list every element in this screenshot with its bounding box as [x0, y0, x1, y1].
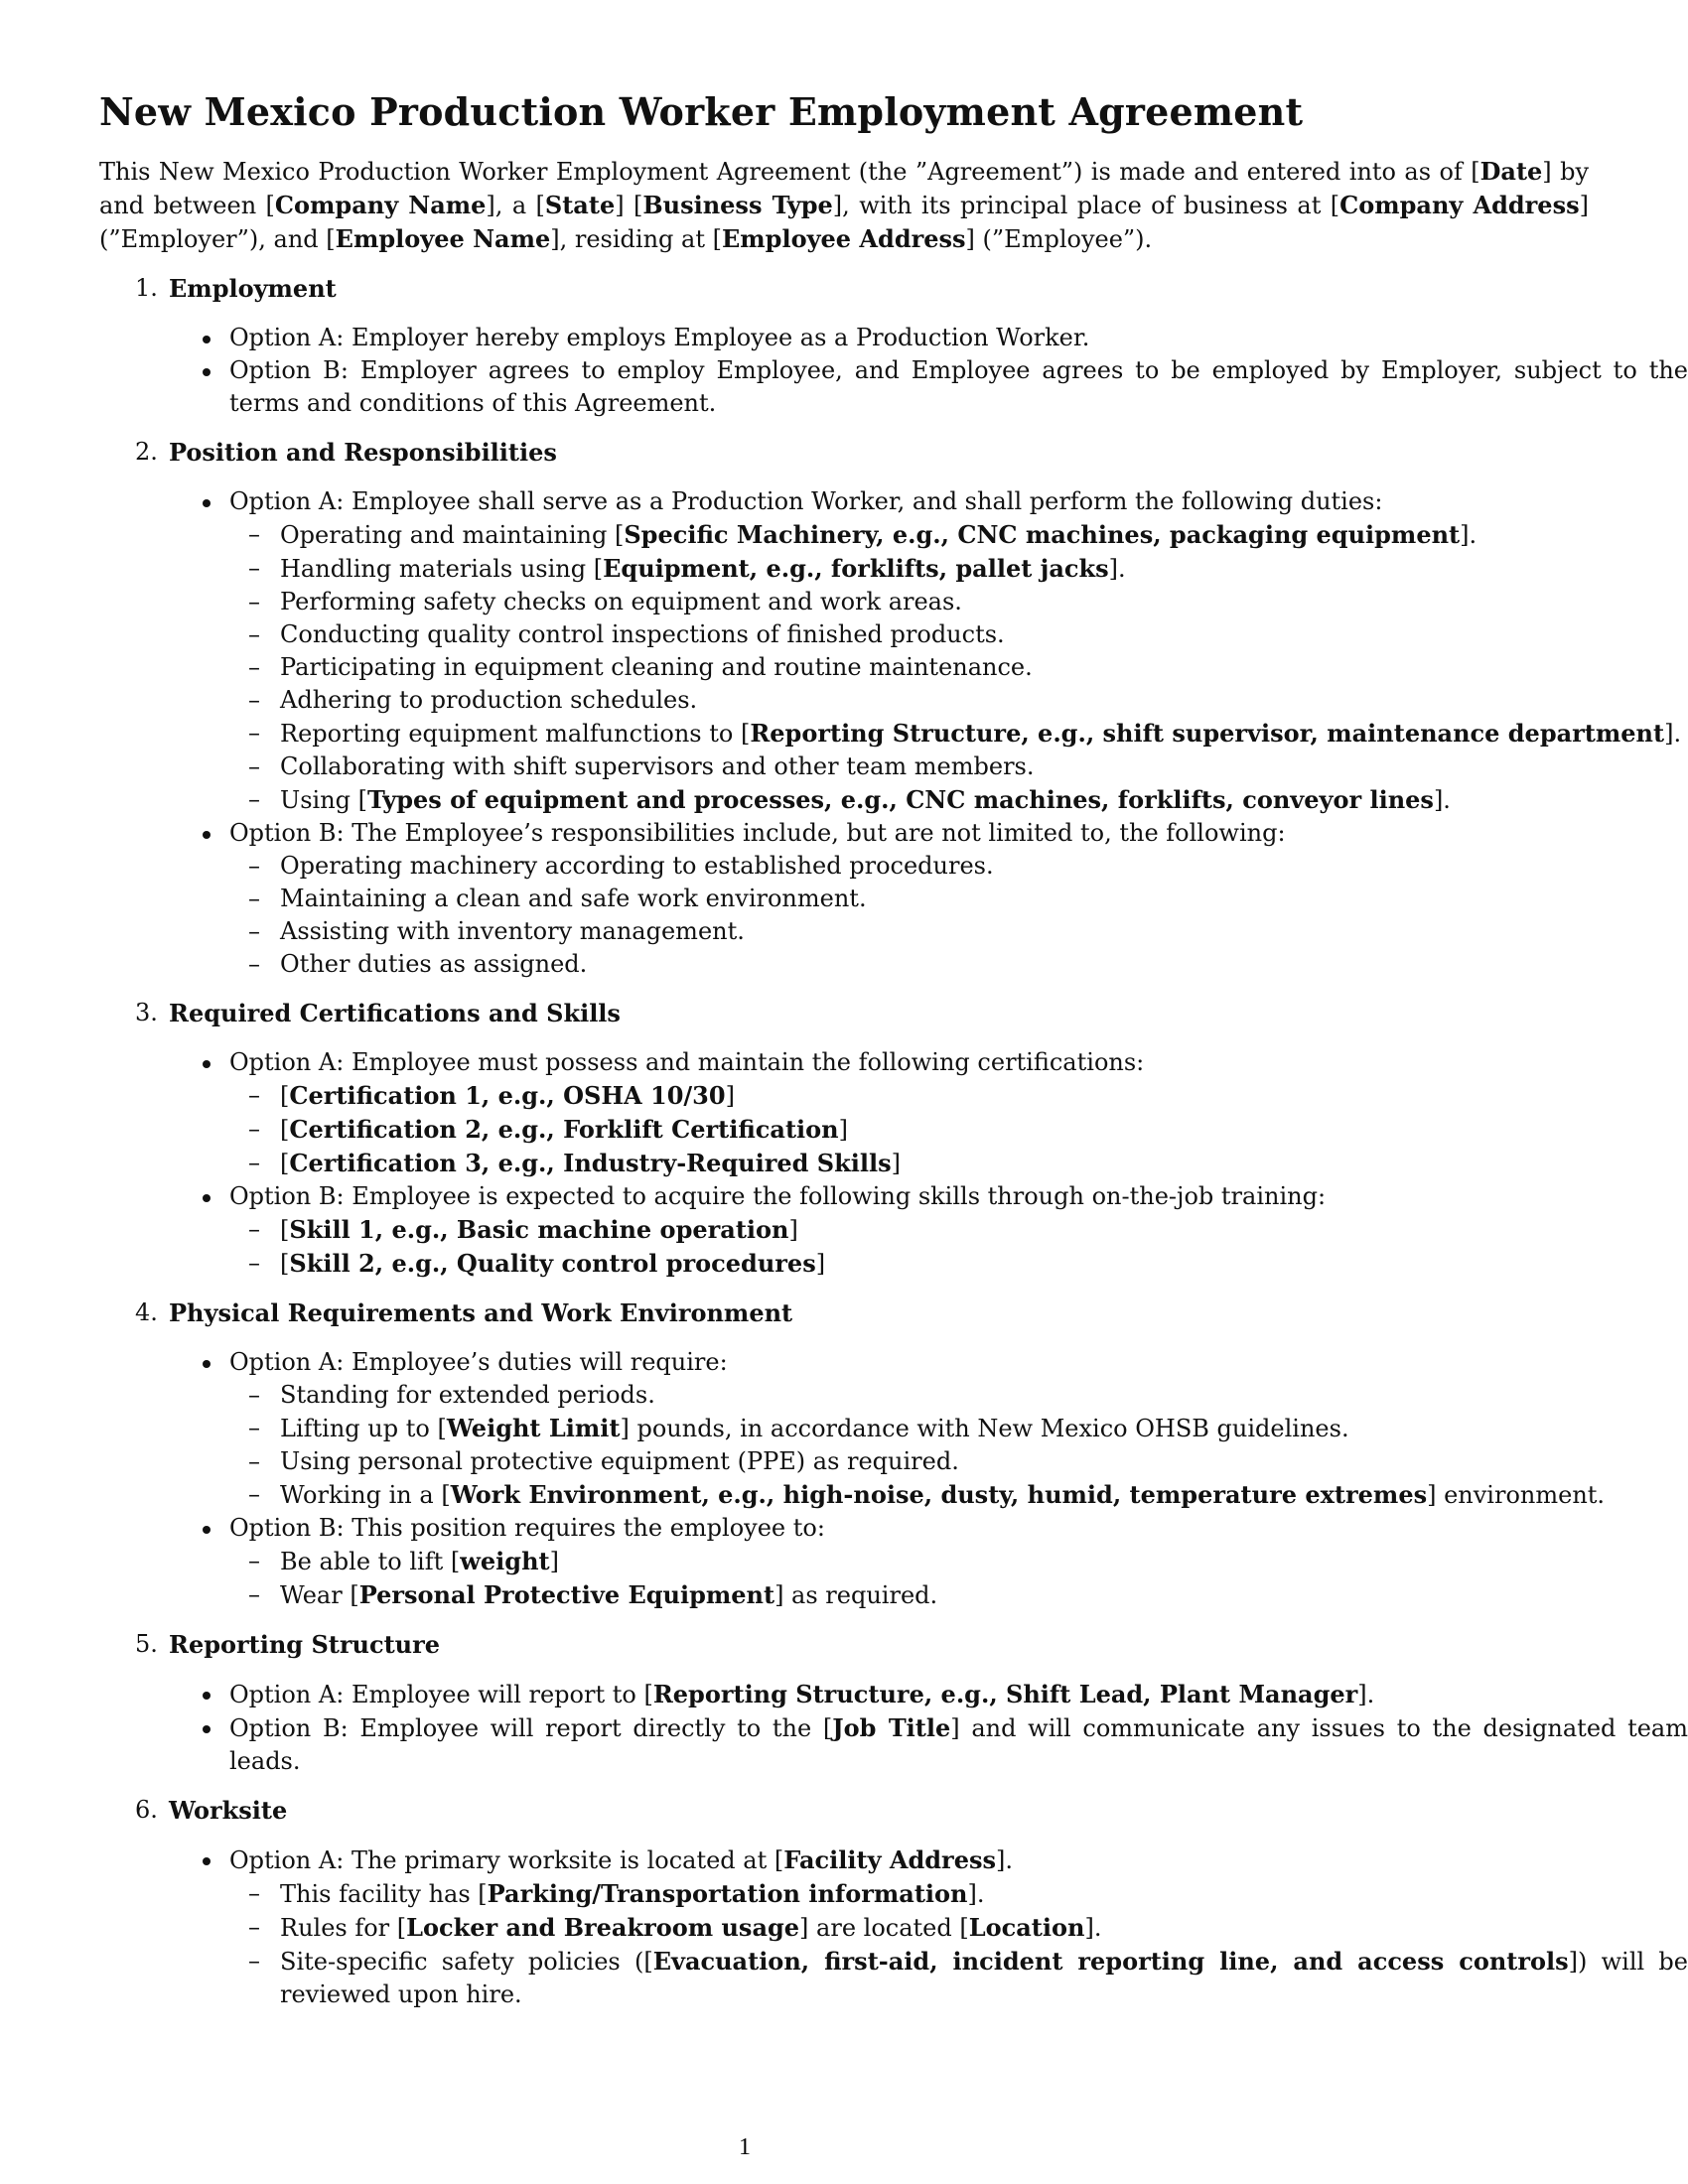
sub-text: Conducting quality control inspections of finished products.: [280, 620, 1005, 648]
sub-item: [99, 751, 1688, 783]
option-text: Option A: Employee must possess and maintain the following certifications:: [229, 1048, 1145, 1076]
dash-icon: –: [248, 1249, 260, 1277]
dash-icon: –: [248, 1215, 260, 1243]
option-text: Option B: The Employee’s responsibilities include, but are not limited to, the following:: [229, 819, 1286, 847]
sub-text: Collaborating with shift supervisors and other team members.: [280, 752, 1035, 780]
page-number: 1: [739, 2134, 751, 2160]
placeholder: Equipment, e.g., forklifts, pallet jacks: [603, 554, 1109, 583]
sub-item: [99, 586, 1688, 618]
section-number: 2.: [135, 438, 158, 466]
option-item: [99, 817, 1688, 850]
bullet-icon: [203, 1725, 211, 1733]
dash-icon: –: [248, 653, 260, 681]
sub-item: [99, 618, 1688, 651]
sub-text: ] as required.: [774, 1581, 938, 1609]
dash-icon: –: [248, 620, 260, 648]
document-title: New Mexico Production Worker Employment Agreement: [99, 89, 1304, 134]
sub-text: ] are located [: [799, 1914, 969, 1942]
section-title: Worksite: [169, 1796, 288, 1825]
intro-text: ], with its principal place of business at [: [832, 192, 1340, 219]
section-heading: [99, 436, 1589, 470]
employee-name-placeholder: Employee Name: [335, 224, 551, 253]
section-number: 1.: [135, 274, 158, 302]
bracket: ]: [815, 1250, 826, 1278]
section-position: [99, 436, 1682, 981]
placeholder: Personal Protective Equipment: [358, 1580, 775, 1609]
sub-text: Lifting up to [: [280, 1415, 447, 1442]
placeholder: Locker and Breakroom usage: [406, 1913, 800, 1942]
placeholder: Skill 1, e.g., Basic machine operation: [289, 1215, 789, 1244]
bullet-icon: [203, 1692, 211, 1700]
dash-icon: –: [248, 1115, 260, 1143]
option-item: [99, 1046, 1688, 1079]
sub-item: [99, 850, 1688, 883]
dash-icon: –: [248, 1414, 260, 1441]
sub-text: ]: [549, 1548, 559, 1575]
dash-icon: –: [248, 1580, 260, 1608]
section-number: 6.: [135, 1796, 158, 1824]
bracket: [: [280, 1150, 290, 1177]
option-text: Option A: Employer hereby employs Employee as a Production Worker.: [229, 324, 1090, 351]
sub-text: Using [: [280, 786, 368, 814]
dash-icon: –: [248, 1879, 260, 1907]
bracket: [: [280, 1082, 290, 1110]
intro-text: ] [: [615, 192, 643, 219]
bullet-icon: [203, 336, 211, 343]
sub-item: [99, 915, 1688, 948]
sub-text: Participating in equipment cleaning and routine maintenance.: [280, 653, 1033, 681]
sub-item: [99, 783, 1688, 817]
dash-icon: –: [248, 950, 260, 978]
employee-address-placeholder: Employee Address: [721, 224, 966, 253]
section-title: Position and Responsibilities: [169, 438, 557, 467]
placeholder: Certification 2, e.g., Forklift Certification: [289, 1115, 839, 1144]
bullet-icon: [203, 1360, 211, 1368]
bullet-icon: [203, 1060, 211, 1068]
section-reporting-structure: [99, 1628, 1688, 1778]
sub-text: Wear [: [280, 1581, 359, 1609]
dash-icon: –: [248, 588, 260, 615]
bullet-icon: [203, 368, 211, 376]
sub-item: [99, 684, 1688, 717]
placeholder: Parking/Transportation information: [487, 1879, 968, 1908]
bullet-icon: [203, 499, 211, 507]
intro-text: This New Mexico Production Worker Employment Agreement (the ”Agreement”) is made and entered into as of [: [99, 158, 1480, 186]
placeholder: Evacuation, first-aid, incident reporting line, and access controls: [652, 1947, 1569, 1976]
bullet-icon: [203, 1194, 211, 1202]
sub-item: [99, 1247, 1688, 1281]
sub-text: ].: [1460, 521, 1477, 549]
bullet-icon: [203, 1526, 211, 1534]
section-heading: [99, 997, 1589, 1030]
placeholder: weight: [460, 1547, 550, 1575]
option-item: [99, 1843, 1688, 1877]
option-text: Option A: Employee will report to [: [229, 1681, 653, 1708]
option-item: [99, 354, 1688, 420]
state-placeholder: State: [544, 191, 616, 219]
company-name-placeholder: Company Name: [274, 191, 487, 219]
section-worksite: [99, 1794, 1688, 2011]
dash-icon: –: [248, 1447, 260, 1475]
dash-icon: –: [248, 917, 260, 945]
sub-text: This facility has [: [280, 1880, 488, 1908]
bracket: [: [280, 1216, 290, 1244]
placeholder: Reporting Structure, e.g., Shift Lead, Plant Manager: [652, 1680, 1358, 1708]
section-heading: [99, 1628, 1589, 1662]
option-item: [99, 1711, 1688, 1778]
intro-text: ], residing at [: [550, 225, 722, 253]
company-address-placeholder: Company Address: [1339, 191, 1580, 219]
sub-item: [99, 948, 1688, 981]
sub-text: ].: [1108, 555, 1126, 583]
option-text: Option A: Employee’s duties will require:: [229, 1348, 728, 1376]
sub-item: [99, 883, 1688, 915]
dash-icon: –: [248, 885, 260, 912]
dash-icon: –: [248, 520, 260, 548]
bullet-icon: [203, 831, 211, 839]
section-physical-requirements: [99, 1297, 1606, 1612]
dash-icon: –: [248, 1381, 260, 1409]
placeholder: Certification 3, e.g., Industry-Required Skills: [289, 1149, 892, 1177]
dash-icon: –: [248, 752, 260, 780]
sub-text: ]) will be reviewed upon hire.: [280, 1948, 1688, 2008]
placeholder: Skill 2, e.g., Quality control procedures: [289, 1249, 816, 1278]
sub-item: [99, 1147, 1688, 1180]
sub-text: Using personal protective equipment (PPE) as required.: [280, 1447, 959, 1475]
option-text: Option B: Employee is expected to acquire the following skills through on-the-job training:: [229, 1182, 1327, 1210]
dash-icon: –: [248, 1149, 260, 1176]
date-placeholder: Date: [1479, 157, 1543, 186]
sub-item: [99, 1877, 1688, 1911]
dash-icon: –: [248, 1081, 260, 1109]
option-text: Option A: The primary worksite is located at [: [229, 1846, 784, 1874]
intro-text: ], a [: [486, 192, 545, 219]
section-heading: [99, 1794, 1589, 1828]
sub-item: [99, 552, 1688, 586]
option-item: [99, 1180, 1688, 1213]
section-title: Physical Requirements and Work Environment: [169, 1298, 793, 1327]
section-number: 4.: [135, 1298, 158, 1326]
bracket: [: [280, 1116, 290, 1144]
option-text: Option B: Employer agrees to employ Employee, and Employee agrees to be employed by Employer, subject to the terms and conditions of this Agreement.: [229, 356, 1688, 417]
sub-item: [99, 1213, 1688, 1247]
sub-text: ].: [1664, 720, 1682, 748]
sub-text: Other duties as assigned.: [280, 950, 588, 978]
dash-icon: –: [248, 1480, 260, 1508]
sub-item: [99, 518, 1688, 552]
sub-text: Working in a [: [280, 1481, 451, 1509]
section-title: Employment: [169, 274, 337, 303]
dash-icon: –: [248, 686, 260, 714]
sub-item: [99, 1911, 1688, 1945]
option-text: ] and will communicate any issues to the designated team leads.: [229, 1714, 1688, 1775]
placeholder: Facility Address: [783, 1845, 996, 1874]
section-heading: [99, 272, 1589, 306]
sub-text: ] environment.: [1427, 1481, 1606, 1509]
sub-text: Operating machinery according to established procedures.: [280, 852, 994, 880]
sub-item: [99, 717, 1688, 751]
section-certifications: [99, 997, 1589, 1281]
sub-item: [99, 1445, 1688, 1478]
option-item: [99, 1678, 1688, 1711]
sub-item: [99, 1578, 1688, 1612]
bracket: ]: [788, 1216, 798, 1244]
sub-text: Maintaining a clean and safe work environment.: [280, 885, 867, 912]
placeholder: Reporting Structure, e.g., shift supervisor, maintenance department: [750, 719, 1665, 748]
bullet-icon: [203, 1857, 211, 1865]
placeholder: Job Title: [832, 1713, 951, 1742]
placeholder: Location: [968, 1913, 1085, 1942]
section-title: Required Certifications and Skills: [169, 999, 621, 1027]
section-heading: [99, 1297, 1589, 1330]
sub-text: Standing for extended periods.: [280, 1381, 655, 1409]
option-item: [99, 1346, 1688, 1379]
option-text: Option B: Employee will report directly to the [: [229, 1714, 833, 1742]
sub-text: Be able to lift [: [280, 1548, 461, 1575]
intro-text: ] (”Employer”), and [: [99, 192, 1589, 253]
sub-text: ].: [967, 1880, 985, 1908]
sub-text: Reporting equipment malfunctions to [: [280, 720, 751, 748]
intro-paragraph: [99, 155, 1589, 256]
sub-text: Adhering to production schedules.: [280, 686, 698, 714]
sub-item: [99, 1113, 1688, 1147]
dash-icon: –: [248, 785, 260, 813]
section-number: 5.: [135, 1630, 158, 1658]
bracket: ]: [838, 1116, 848, 1144]
intro-text: ] by and between [: [99, 158, 1589, 219]
bracket: [: [280, 1250, 290, 1278]
option-item: [99, 322, 1688, 354]
option-text: Option A: Employee shall serve as a Production Worker, and shall perform the following duties:: [229, 487, 1383, 515]
sub-item: [99, 651, 1688, 684]
section-number: 3.: [135, 999, 158, 1026]
document-page: [99, 0, 1688, 2184]
sub-text: Operating and maintaining [: [280, 521, 625, 549]
dash-icon: –: [248, 1947, 260, 1975]
sub-text: Handling materials using [: [280, 555, 604, 583]
sub-text: Assisting with inventory management.: [280, 917, 745, 945]
sub-item: [99, 1379, 1688, 1412]
dash-icon: –: [248, 1913, 260, 1941]
placeholder: Types of equipment and processes, e.g., CNC machines, forklifts, conveyor lines: [367, 785, 1434, 814]
section-employment: [99, 272, 1688, 420]
sub-text: ] pounds, in accordance with New Mexico OHSB guidelines.: [620, 1415, 1349, 1442]
placeholder: Specific Machinery, e.g., CNC machines, packaging equipment: [624, 520, 1461, 549]
bracket: ]: [891, 1150, 901, 1177]
intro-text: ] (”Employee”).: [965, 225, 1153, 253]
sub-text: ].: [1433, 786, 1451, 814]
dash-icon: –: [248, 1547, 260, 1574]
option-text: ].: [995, 1846, 1013, 1874]
business-type-placeholder: Business Type: [642, 191, 833, 219]
option-text: ].: [1357, 1681, 1375, 1708]
dash-icon: –: [248, 852, 260, 880]
sub-item: [99, 1079, 1688, 1113]
section-title: Reporting Structure: [169, 1630, 441, 1659]
option-item: [99, 1512, 1688, 1545]
dash-icon: –: [248, 719, 260, 747]
sub-text: Site-specific safety policies ([: [280, 1948, 653, 1976]
placeholder: Work Environment, e.g., high-noise, dusty, humid, temperature extremes: [450, 1480, 1428, 1509]
sub-text: Performing safety checks on equipment and work areas.: [280, 588, 962, 615]
sub-text: ].: [1084, 1914, 1102, 1942]
bracket: ]: [725, 1082, 735, 1110]
placeholder: Weight Limit: [446, 1414, 621, 1442]
sub-item: [99, 1412, 1688, 1445]
sub-item: [99, 1545, 1688, 1578]
sub-item: [99, 1945, 1688, 2011]
sub-item: [99, 1478, 1688, 1512]
sub-text: Rules for [: [280, 1914, 407, 1942]
dash-icon: –: [248, 554, 260, 582]
option-item: [99, 485, 1688, 518]
placeholder: Certification 1, e.g., OSHA 10/30: [289, 1081, 726, 1110]
option-text: Option B: This position requires the employee to:: [229, 1514, 825, 1542]
